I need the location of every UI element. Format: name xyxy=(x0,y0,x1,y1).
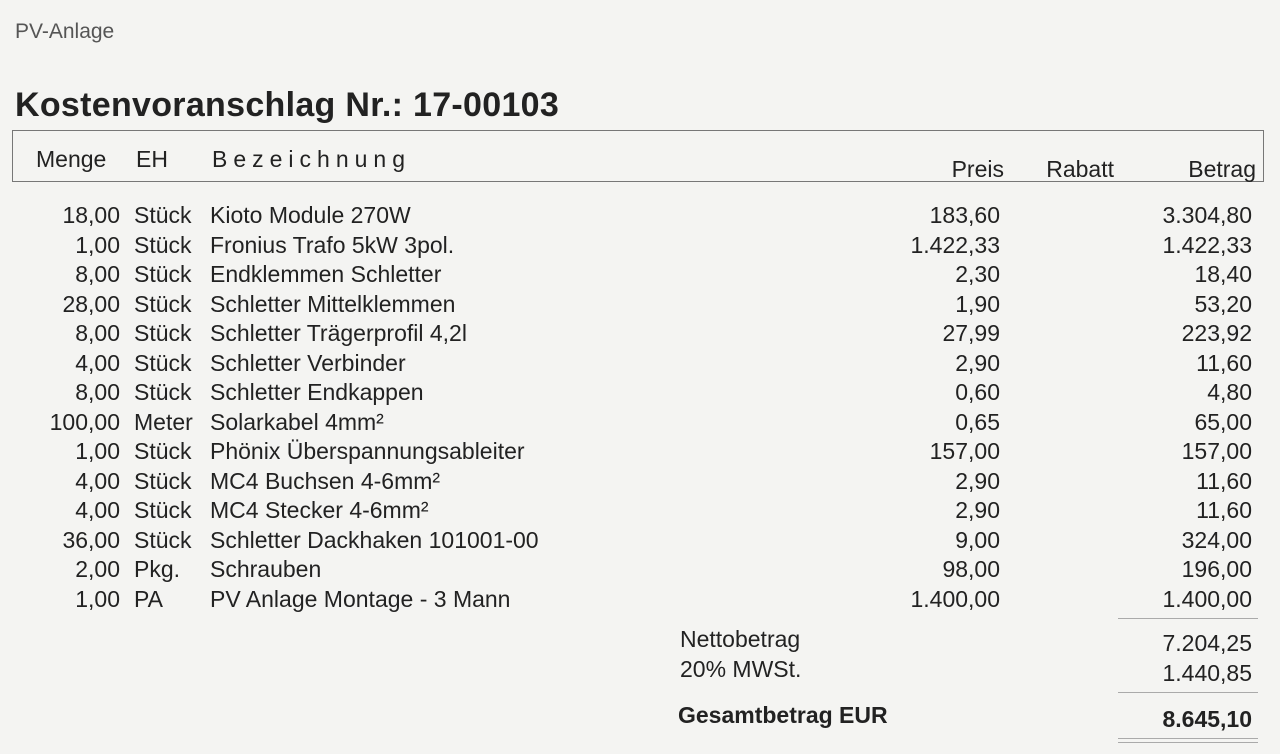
item-unit: Stück xyxy=(134,497,192,523)
item-unit: Stück xyxy=(134,467,192,494)
item-price: 2,90 xyxy=(955,497,1000,523)
net-value: 7.204,25 xyxy=(1162,630,1252,656)
item-description: Schletter Verbinder xyxy=(210,349,406,376)
item-price: 98,00 xyxy=(942,556,1000,582)
item-unit: Stück xyxy=(134,438,192,464)
item-description: Fronius Trafo 5kW 3pol. xyxy=(210,231,455,258)
item-unit: Stück xyxy=(134,526,192,553)
double-underline-top xyxy=(1118,738,1258,739)
item-amount: 11,60 xyxy=(1196,497,1252,523)
header-bezeichnung: Bezeichnung xyxy=(212,146,411,172)
vat-label: 20% MWSt. xyxy=(680,656,802,682)
item-unit: Pkg. xyxy=(134,556,181,582)
item-quantity: 4,00 xyxy=(75,497,120,523)
item-quantity: 18,00 xyxy=(62,202,120,228)
document-label: PV-Anlage xyxy=(15,20,115,43)
item-unit: Stück xyxy=(134,202,192,228)
item-description: Endklemmen Schletter xyxy=(210,261,442,287)
item-unit: Meter xyxy=(134,408,193,435)
double-underline-bottom xyxy=(1118,742,1258,743)
item-price: 27,99 xyxy=(942,320,1000,346)
item-amount: 1.400,00 xyxy=(1162,585,1252,612)
item-amount: 196,00 xyxy=(1181,556,1252,582)
item-price: 9,00 xyxy=(955,526,1000,553)
header-rabatt: Rabatt xyxy=(1046,156,1114,182)
item-amount: 11,60 xyxy=(1196,349,1252,376)
item-quantity: 8,00 xyxy=(75,320,120,346)
table-row xyxy=(0,586,1280,616)
item-unit: Stück xyxy=(134,349,192,376)
total-divider xyxy=(1118,692,1258,693)
item-unit: Stück xyxy=(134,320,192,346)
table-row xyxy=(0,556,1280,586)
item-amount: 223,92 xyxy=(1181,320,1252,346)
item-description: Kioto Module 270W xyxy=(210,202,411,228)
item-price: 1.422,33 xyxy=(910,231,1000,258)
item-price: 2,90 xyxy=(955,349,1000,376)
item-description: Schrauben xyxy=(210,556,322,582)
header-betrag: Betrag xyxy=(1188,156,1256,182)
item-quantity: 8,00 xyxy=(75,379,120,405)
item-amount: 65,00 xyxy=(1194,408,1252,435)
item-amount: 53,20 xyxy=(1194,290,1252,317)
item-description: PV Anlage Montage - 3 Mann xyxy=(210,585,511,612)
item-amount: 157,00 xyxy=(1181,438,1252,464)
table-row xyxy=(0,320,1280,350)
item-quantity: 100,00 xyxy=(49,408,120,435)
vat-value: 1.440,85 xyxy=(1162,660,1252,686)
item-price: 1.400,00 xyxy=(910,585,1000,612)
table-row xyxy=(0,468,1280,498)
subtotal-divider xyxy=(1118,618,1258,619)
table-row xyxy=(0,527,1280,557)
table-row xyxy=(0,350,1280,380)
item-amount: 11,60 xyxy=(1196,467,1252,494)
total-label: Gesamtbetrag EUR xyxy=(678,702,888,728)
table-row xyxy=(0,409,1280,439)
item-description: Solarkabel 4mm² xyxy=(210,408,384,435)
item-price: 1,90 xyxy=(955,290,1000,317)
header-preis: Preis xyxy=(951,156,1004,182)
item-quantity: 1,00 xyxy=(75,438,120,464)
item-quantity: 36,00 xyxy=(62,526,120,553)
line-items xyxy=(0,202,1280,615)
table-row xyxy=(0,291,1280,321)
item-description: MC4 Buchsen 4-6mm² xyxy=(210,467,441,494)
net-label: Nettobetrag xyxy=(680,626,801,652)
item-description: Schletter Mittelklemmen xyxy=(210,290,456,317)
item-unit: Stück xyxy=(134,231,192,258)
table-row xyxy=(0,379,1280,409)
item-description: Phönix Überspannungsableiter xyxy=(210,438,525,464)
table-row xyxy=(0,202,1280,232)
item-price: 2,30 xyxy=(955,261,1000,287)
table-row xyxy=(0,261,1280,291)
table-row xyxy=(0,497,1280,527)
total-value: 8.645,10 xyxy=(1162,706,1252,732)
item-quantity: 4,00 xyxy=(75,349,120,376)
item-amount: 3.304,80 xyxy=(1162,202,1252,228)
item-description: Schletter Endkappen xyxy=(210,379,424,405)
item-amount: 324,00 xyxy=(1181,526,1252,553)
item-amount: 1.422,33 xyxy=(1162,231,1252,258)
table-row xyxy=(0,438,1280,468)
item-unit: Stück xyxy=(134,290,192,317)
item-price: 2,90 xyxy=(955,467,1000,494)
header-eh: EH xyxy=(136,146,168,172)
item-quantity: 4,00 xyxy=(75,467,120,494)
item-quantity: 2,00 xyxy=(75,556,120,582)
table-row xyxy=(0,232,1280,262)
item-description: Schletter Trägerprofil 4,2l xyxy=(210,320,467,346)
item-quantity: 28,00 xyxy=(62,290,120,317)
item-description: MC4 Stecker 4-6mm² xyxy=(210,497,429,523)
header-menge: Menge xyxy=(36,146,107,172)
item-amount: 18,40 xyxy=(1194,261,1252,287)
item-quantity: 8,00 xyxy=(75,261,120,287)
item-price: 0,65 xyxy=(955,408,1000,435)
item-unit: Stück xyxy=(134,261,192,287)
page-title: Kostenvoranschlag Nr.: 17-00103 xyxy=(15,86,560,124)
item-quantity: 1,00 xyxy=(75,231,120,258)
item-amount: 4,80 xyxy=(1207,379,1252,405)
item-unit: Stück xyxy=(134,379,192,405)
item-price: 0,60 xyxy=(955,379,1000,405)
item-unit: PA xyxy=(134,585,163,612)
item-price: 157,00 xyxy=(929,438,1000,464)
item-price: 183,60 xyxy=(929,202,1000,228)
item-quantity: 1,00 xyxy=(75,585,120,612)
item-description: Schletter Dackhaken 101001-00 xyxy=(210,526,539,553)
